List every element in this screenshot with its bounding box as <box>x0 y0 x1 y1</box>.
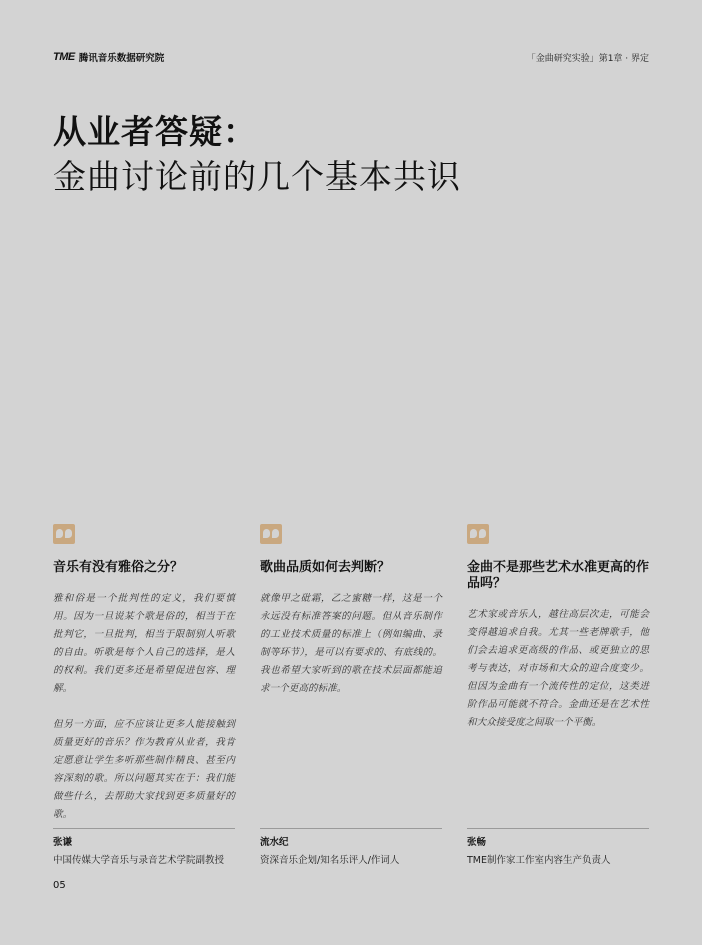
question-title: 金曲不是那些艺术水准更高的作品吗？ <box>467 560 650 591</box>
author-role: TME制作家工作室内容生产负责人 <box>467 855 611 866</box>
quote-icon <box>53 524 75 544</box>
signature-1 <box>53 828 235 867</box>
author-name: 张畅 <box>467 837 487 848</box>
answer-body <box>467 606 649 732</box>
tme-logo-mark: TME <box>53 51 75 63</box>
title-line-1: 从业者答疑： <box>53 112 257 151</box>
author-name: 张谦 <box>53 837 73 848</box>
qa-column-1 <box>53 524 235 842</box>
logo-text: 腾讯音乐数据研究院 <box>78 53 165 64</box>
page-title <box>53 110 461 200</box>
answer-paragraph: 但另一方面，应不应该让更多人能接触到质量更好的音乐？作为教育从业者，我肯定愿意让学生多听那些制作精良、甚至内容深刻的歌。所以问题其实在于：我们能做些什么，去帮助大家找到更多质量好的歌。 <box>53 719 235 820</box>
title-line-2: 金曲讨论前的几个基本共识 <box>53 157 461 196</box>
breadcrumb: 「金曲研究实验」第1章 · 界定 <box>526 54 649 64</box>
question-title: 音乐有没有雅俗之分？ <box>53 560 184 575</box>
logo <box>53 50 164 64</box>
answer-paragraph: 就像甲之砒霜，乙之蜜糖一样，这是一个永远没有标准答案的问题。但从音乐制作的工业技术质量的标准上（例如编曲、录制等环节），是可以有要求的、有底线的。我也希望大家听到的歌在技术层面都能追求一个更高的标准。 <box>260 593 442 694</box>
question-title: 歌曲品质如何去判断？ <box>260 560 391 575</box>
signature-2 <box>260 828 442 867</box>
author-role: 资深音乐企划/知名乐评人/作词人 <box>260 855 400 866</box>
signature-3 <box>467 828 649 867</box>
page-number: 05 <box>53 880 66 891</box>
answer-paragraph: 雅和俗是一个批判性的定义，我们要慎用。因为一旦说某个歌是俗的，相当于在批判它，一旦批判，相当于限制别人听歌的自由。听歌是每个人自己的选择，是人的权利。我们更多还是希望促进包容、理解。 <box>53 593 235 694</box>
answer-paragraph: 艺术家或音乐人，越往高层次走，可能会变得越追求自我。尤其一些老牌歌手，他们会去追求更高级的作品、或更独立的思考与表达，对市场和大众的迎合度变少。但因为金曲有一个流传性的定位，这类进阶作品可能就不符合。金曲还是在艺术性和大众接受度之间取一个平衡。 <box>467 609 649 728</box>
quote-icon <box>467 524 489 544</box>
author-role: 中国传媒大学音乐与录音艺术学院副教授 <box>53 855 225 866</box>
qa-column-3 <box>467 524 649 750</box>
qa-column-2 <box>260 524 442 716</box>
author-name: 流水纪 <box>260 837 289 848</box>
answer-body <box>260 590 442 698</box>
page-header <box>53 50 649 64</box>
quote-icon <box>260 524 282 544</box>
answer-body <box>53 590 235 824</box>
